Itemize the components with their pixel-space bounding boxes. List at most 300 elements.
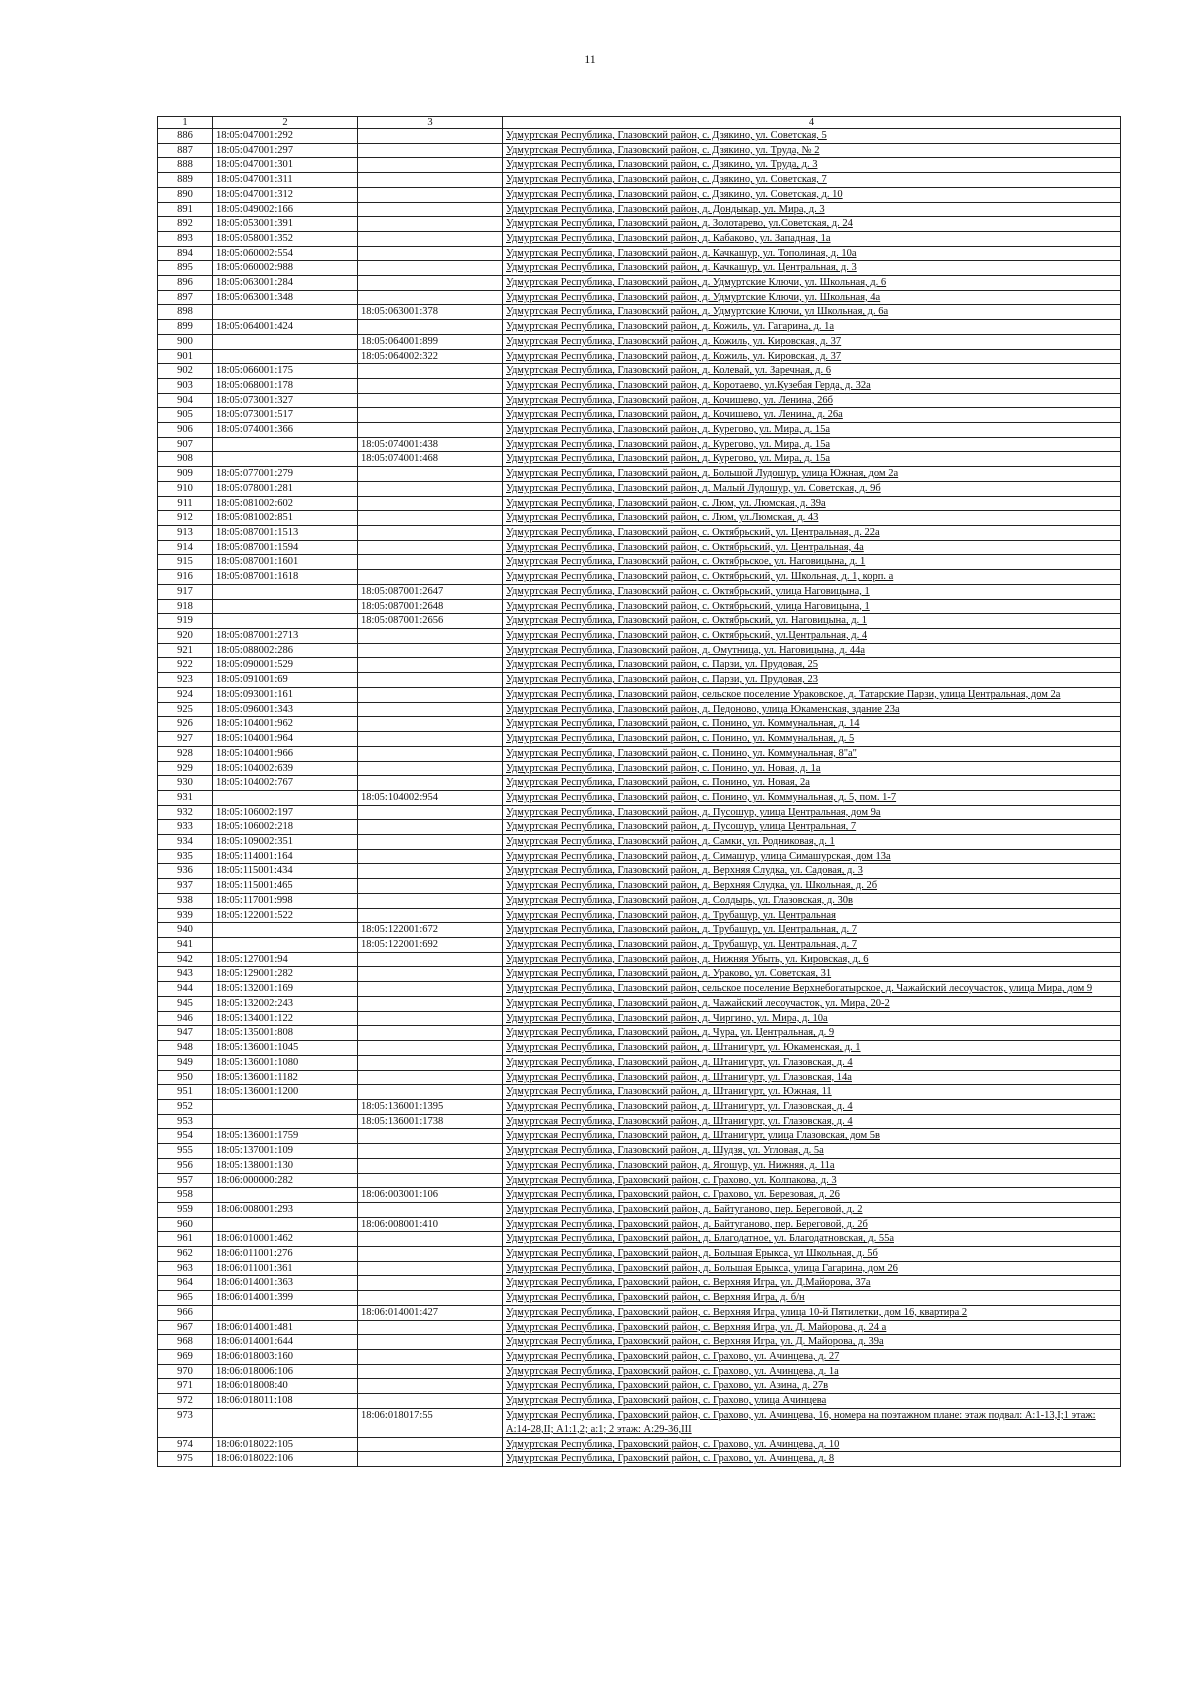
cadastral-number-land: 18:05:078001:281 <box>213 481 358 496</box>
cadastral-number-land <box>213 584 358 599</box>
row-number: 933 <box>158 820 213 835</box>
table-row <box>158 820 1121 835</box>
address: Удмуртская Республика, Граховский район, с. Грахово, ул. Ачинцева, д. 1а <box>503 1364 1121 1379</box>
address: Удмуртская Республика, Граховский район, с. Верхняя Игра, д. б/н <box>503 1291 1121 1306</box>
cadastral-number-building <box>358 173 503 188</box>
row-number: 942 <box>158 952 213 967</box>
header-col-3: 3 <box>358 117 503 129</box>
cadastral-number-land: 18:06:018003:160 <box>213 1349 358 1364</box>
row-number: 956 <box>158 1158 213 1173</box>
table-row <box>158 967 1121 982</box>
cadastral-number-building: 18:05:087001:2656 <box>358 614 503 629</box>
row-number: 900 <box>158 334 213 349</box>
table-row <box>158 334 1121 349</box>
table-row <box>158 893 1121 908</box>
row-number: 950 <box>158 1070 213 1085</box>
table-row <box>158 1173 1121 1188</box>
row-number: 971 <box>158 1379 213 1394</box>
cadastral-number-building <box>358 643 503 658</box>
cadastral-number-building <box>358 893 503 908</box>
address: Удмуртская Республика, Глазовский район, д. Дондыкар, ул. Мира, д. 3 <box>503 202 1121 217</box>
cadastral-number-building <box>358 820 503 835</box>
table-row <box>158 849 1121 864</box>
address: Удмуртская Республика, Глазовский район, д. Малый Лудошур, ул. Советская, д. 9б <box>503 481 1121 496</box>
row-number: 908 <box>158 452 213 467</box>
address: Удмуртская Республика, Глазовский район, д. Трубашур, ул. Центральная, д. 7 <box>503 937 1121 952</box>
cadastral-number-building: 18:05:087001:2647 <box>358 584 503 599</box>
cadastral-number-building <box>358 982 503 997</box>
row-number: 920 <box>158 628 213 643</box>
address: Удмуртская Республика, Глазовский район, с. Дзякино, ул. Советская, 7 <box>503 173 1121 188</box>
table-row <box>158 1100 1121 1115</box>
table-row <box>158 1070 1121 1085</box>
table-row <box>158 937 1121 952</box>
address: Удмуртская Республика, Глазовский район, с. Дзякино, ул. Труда, д. 3 <box>503 158 1121 173</box>
row-number: 973 <box>158 1408 213 1437</box>
address: Удмуртская Республика, Глазовский район, д. Удмуртские Ключи, ул. Школьная, 4а <box>503 290 1121 305</box>
table-row <box>158 776 1121 791</box>
address: Удмуртская Республика, Глазовский район, д. Коротаево, ул.Кузебая Герда, д. 32а <box>503 378 1121 393</box>
address: Удмуртская Республика, Глазовский район, с. Дзякино, ул. Труда, № 2 <box>503 143 1121 158</box>
cadastral-number-building: 18:05:074001:468 <box>358 452 503 467</box>
row-number: 918 <box>158 599 213 614</box>
address: Удмуртская Республика, Глазовский район, с. Октябрьский, улица Наговицына, 1 <box>503 584 1121 599</box>
table-row <box>158 349 1121 364</box>
table-row <box>158 452 1121 467</box>
cadastral-number-building: 18:05:064001:899 <box>358 334 503 349</box>
row-number: 914 <box>158 540 213 555</box>
cadastral-number-building <box>358 864 503 879</box>
address: Удмуртская Республика, Граховский район, с. Грахово, ул. Березовая, д. 26 <box>503 1188 1121 1203</box>
cadastral-number-land: 18:05:090001:529 <box>213 658 358 673</box>
address: Удмуртская Республика, Граховский район, д. Большая Ерыкса, ул Школьная, д. 5б <box>503 1247 1121 1262</box>
cadastral-number-building <box>358 628 503 643</box>
row-number: 898 <box>158 305 213 320</box>
cadastral-number-land: 18:05:136001:1182 <box>213 1070 358 1085</box>
table-row <box>158 158 1121 173</box>
cadastral-number-building <box>358 1379 503 1394</box>
row-number: 975 <box>158 1452 213 1467</box>
row-number: 939 <box>158 908 213 923</box>
row-number: 932 <box>158 805 213 820</box>
address: Удмуртская Республика, Глазовский район, д. Симашур, улица Симашурская, дом 13а <box>503 849 1121 864</box>
cadastral-number-land: 18:05:136001:1080 <box>213 1055 358 1070</box>
cadastral-number-building <box>358 393 503 408</box>
cadastral-number-land: 18:05:063001:284 <box>213 276 358 291</box>
cadastral-number-land: 18:05:115001:434 <box>213 864 358 879</box>
cadastral-number-building: 18:05:122001:692 <box>358 937 503 952</box>
table-row <box>158 1158 1121 1173</box>
address: Удмуртская Республика, Граховский район, с. Верхняя Игра, улица 10-й Пятилетки, дом 16, квартира 2 <box>503 1305 1121 1320</box>
address: Удмуртская Республика, Глазовский район, д. Кожиль, ул. Кировская, д. 37 <box>503 334 1121 349</box>
cadastral-number-land: 18:06:014001:399 <box>213 1291 358 1306</box>
address: Удмуртская Республика, Граховский район, с. Грахово, ул. Колпакова, д. 3 <box>503 1173 1121 1188</box>
address: Удмуртская Республика, Глазовский район, д. Удмуртские Ключи, ул. Школьная, д. 6 <box>503 276 1121 291</box>
row-number: 910 <box>158 481 213 496</box>
table-row <box>158 1217 1121 1232</box>
cadastral-number-land: 18:05:064001:424 <box>213 320 358 335</box>
cadastral-number-land: 18:06:008001:293 <box>213 1202 358 1217</box>
cadastral-number-building <box>358 423 503 438</box>
address: Удмуртская Республика, Граховский район, с. Верхняя Игра, ул. Д. Майорова, д. 24 а <box>503 1320 1121 1335</box>
row-number: 951 <box>158 1085 213 1100</box>
row-number: 969 <box>158 1349 213 1364</box>
row-number: 967 <box>158 1320 213 1335</box>
row-number: 919 <box>158 614 213 629</box>
address: Удмуртская Республика, Глазовский район, д. Кочишево, ул. Ленина, 26б <box>503 393 1121 408</box>
row-number: 913 <box>158 525 213 540</box>
cadastral-number-building <box>358 143 503 158</box>
cadastral-number-land: 18:06:018008:40 <box>213 1379 358 1394</box>
cadastral-number-land: 18:05:106002:218 <box>213 820 358 835</box>
cadastral-number-land: 18:05:087001:1601 <box>213 555 358 570</box>
cadastral-number-building <box>358 746 503 761</box>
cadastral-number-land: 18:05:060002:988 <box>213 261 358 276</box>
address: Удмуртская Республика, Глазовский район, д. Пусошур, улица Центральная, 7 <box>503 820 1121 835</box>
row-number: 905 <box>158 408 213 423</box>
table-row <box>158 805 1121 820</box>
address: Удмуртская Республика, Граховский район, д. Байтуганово, пер. Береговой, д. 2б <box>503 1217 1121 1232</box>
address: Удмуртская Республика, Глазовский район, д. Трубашур, ул. Центральная <box>503 908 1121 923</box>
row-number: 928 <box>158 746 213 761</box>
table-row <box>158 1379 1121 1394</box>
address: Удмуртская Республика, Глазовский район, д. Колевай, ул. Заречная, д. 6 <box>503 364 1121 379</box>
cadastral-number-land: 18:05:114001:164 <box>213 849 358 864</box>
table-row <box>158 1394 1121 1409</box>
row-number: 931 <box>158 790 213 805</box>
cadastral-number-land <box>213 1188 358 1203</box>
address: Удмуртская Республика, Глазовский район, с. Парзи, ул. Прудовая, 25 <box>503 658 1121 673</box>
cadastral-number-land: 18:05:066001:175 <box>213 364 358 379</box>
cadastral-number-building <box>358 320 503 335</box>
cadastral-number-building <box>358 378 503 393</box>
address: Удмуртская Республика, Глазовский район, с. Понино, ул. Новая, 2а <box>503 776 1121 791</box>
address: Удмуртская Республика, Глазовский район, с. Понино, ул. Коммунальная, д. 14 <box>503 717 1121 732</box>
cadastral-number-building: 18:06:003001:106 <box>358 1188 503 1203</box>
row-number: 972 <box>158 1394 213 1409</box>
cadastral-number-land: 18:05:058001:352 <box>213 231 358 246</box>
cadastral-number-land: 18:05:087001:2713 <box>213 628 358 643</box>
cadastral-number-land <box>213 614 358 629</box>
table-row <box>158 555 1121 570</box>
table-row <box>158 1349 1121 1364</box>
table-row <box>158 1114 1121 1129</box>
cadastral-number-land: 18:06:014001:363 <box>213 1276 358 1291</box>
cadastral-number-building <box>358 1247 503 1262</box>
cadastral-number-land: 18:05:087001:1594 <box>213 540 358 555</box>
table-row <box>158 129 1121 144</box>
row-number: 929 <box>158 761 213 776</box>
cadastral-number-land: 18:06:018006:106 <box>213 1364 358 1379</box>
row-number: 953 <box>158 1114 213 1129</box>
cadastral-number-land: 18:05:068001:178 <box>213 378 358 393</box>
address: Удмуртская Республика, Глазовский район, д. Курегово, ул. Мира, д. 15а <box>503 452 1121 467</box>
cadastral-number-land: 18:05:073001:327 <box>213 393 358 408</box>
table-row <box>158 423 1121 438</box>
table-row <box>158 1202 1121 1217</box>
table-row <box>158 261 1121 276</box>
cadastral-number-building <box>358 525 503 540</box>
cadastral-number-building <box>358 158 503 173</box>
address: Удмуртская Республика, Глазовский район, д. Шудзя, ул. Угловая, д. 5а <box>503 1144 1121 1159</box>
row-number: 921 <box>158 643 213 658</box>
address: Удмуртская Республика, Глазовский район, д. Солдырь, ул. Глазовская, д. 30в <box>503 893 1121 908</box>
row-number: 924 <box>158 687 213 702</box>
table-row <box>158 1305 1121 1320</box>
cadastral-number-land: 18:05:047001:297 <box>213 143 358 158</box>
cadastral-number-building <box>358 1158 503 1173</box>
address: Удмуртская Республика, Глазовский район, д. Пусошур, улица Центральная, дом 9а <box>503 805 1121 820</box>
row-number: 964 <box>158 1276 213 1291</box>
cadastral-number-building: 18:05:063001:378 <box>358 305 503 320</box>
table-row <box>158 643 1121 658</box>
table-row <box>158 290 1121 305</box>
cadastral-number-building <box>358 805 503 820</box>
address: Удмуртская Республика, Глазовский район, с. Дзякино, ул. Советская, д. 10 <box>503 187 1121 202</box>
row-number: 957 <box>158 1173 213 1188</box>
cadastral-number-land: 18:06:018022:105 <box>213 1437 358 1452</box>
table-row <box>158 790 1121 805</box>
cadastral-number-building <box>358 952 503 967</box>
table-row <box>158 1011 1121 1026</box>
cadastral-number-land <box>213 937 358 952</box>
cadastral-number-building <box>358 776 503 791</box>
cadastral-number-building <box>358 246 503 261</box>
cadastral-number-land: 18:05:081002:602 <box>213 496 358 511</box>
row-number: 961 <box>158 1232 213 1247</box>
address: Удмуртская Республика, Глазовский район, с. Октябрьский, ул. Центральная, д. 22а <box>503 525 1121 540</box>
cadastral-number-land: 18:05:060002:554 <box>213 246 358 261</box>
cadastral-number-land: 18:05:087001:1513 <box>213 525 358 540</box>
table-row <box>158 364 1121 379</box>
cadastral-number-building: 18:05:074001:438 <box>358 437 503 452</box>
address: Удмуртская Республика, Граховский район, с. Грахово, ул. Ачинцева, д. 10 <box>503 1437 1121 1452</box>
cadastral-number-building <box>358 1144 503 1159</box>
address: Удмуртская Республика, Глазовский район, д. Кочишево, ул. Ленина, д. 26а <box>503 408 1121 423</box>
row-number: 899 <box>158 320 213 335</box>
table-row <box>158 658 1121 673</box>
cadastral-number-building <box>358 364 503 379</box>
address: Удмуртская Республика, Глазовский район, д. Ягошур, ул. Нижняя, д. 11а <box>503 1158 1121 1173</box>
table-row <box>158 1247 1121 1262</box>
cadastral-number-land: 18:05:132002:243 <box>213 997 358 1012</box>
cadastral-number-land <box>213 1100 358 1115</box>
address: Удмуртская Республика, Граховский район, д. Большая Ерыкса, улица Гагарина, дом 26 <box>503 1261 1121 1276</box>
cadastral-number-building: 18:05:122001:672 <box>358 923 503 938</box>
cadastral-number-building <box>358 555 503 570</box>
cadastral-number-land: 18:05:047001:311 <box>213 173 358 188</box>
row-number: 912 <box>158 511 213 526</box>
cadastral-number-land: 18:05:047001:312 <box>213 187 358 202</box>
cadastral-number-building <box>358 496 503 511</box>
table-row <box>158 305 1121 320</box>
cadastral-number-building: 18:05:087001:2648 <box>358 599 503 614</box>
address: Удмуртская Республика, Глазовский район, с. Люм, ул.Люмская, д. 43 <box>503 511 1121 526</box>
cadastral-number-land: 18:06:014001:481 <box>213 1320 358 1335</box>
address: Удмуртская Республика, Глазовский район, с. Люм, ул. Люмская, д. 39а <box>503 496 1121 511</box>
address: Удмуртская Республика, Глазовский район, д. Кожиль, ул. Гагарина, д. 1а <box>503 320 1121 335</box>
address: Удмуртская Республика, Глазовский район, с. Дзякино, ул. Советская, 5 <box>503 129 1121 144</box>
cadastral-number-building <box>358 687 503 702</box>
cadastral-number-land: 18:05:063001:348 <box>213 290 358 305</box>
table-row <box>158 952 1121 967</box>
cadastral-number-land <box>213 452 358 467</box>
table-row <box>158 997 1121 1012</box>
row-number: 886 <box>158 129 213 144</box>
row-number: 896 <box>158 276 213 291</box>
address: Удмуртская Республика, Глазовский район, д. Нижняя Убыть, ул. Кировская, д. 6 <box>503 952 1121 967</box>
cadastral-number-land: 18:06:018022:106 <box>213 1452 358 1467</box>
cadastral-number-land: 18:05:132001:169 <box>213 982 358 997</box>
cadastral-number-building <box>358 1320 503 1335</box>
table-row <box>158 525 1121 540</box>
address: Удмуртская Республика, Глазовский район, д. Качкашур, ул. Тополиная, д. 10а <box>503 246 1121 261</box>
table-row <box>158 835 1121 850</box>
row-number: 923 <box>158 673 213 688</box>
row-number: 954 <box>158 1129 213 1144</box>
cadastral-number-building <box>358 276 503 291</box>
cadastral-number-land: 18:05:106002:197 <box>213 805 358 820</box>
cadastral-number-land <box>213 1114 358 1129</box>
cadastral-number-building <box>358 1011 503 1026</box>
row-number: 974 <box>158 1437 213 1452</box>
cadastral-number-building <box>358 1070 503 1085</box>
address: Удмуртская Республика, Глазовский район, д. Штанигурт, ул. Юкаменская, д. 1 <box>503 1041 1121 1056</box>
row-number: 940 <box>158 923 213 938</box>
cadastral-number-building <box>358 261 503 276</box>
row-number: 922 <box>158 658 213 673</box>
row-number: 916 <box>158 570 213 585</box>
address: Удмуртская Республика, Глазовский район, с. Октябрьский, ул.Центральная, д. 4 <box>503 628 1121 643</box>
row-number: 911 <box>158 496 213 511</box>
table-row <box>158 702 1121 717</box>
table-row <box>158 467 1121 482</box>
cadastral-number-land: 18:06:018011:108 <box>213 1394 358 1409</box>
table-row <box>158 673 1121 688</box>
cadastral-number-land: 18:06:010001:462 <box>213 1232 358 1247</box>
address: Удмуртская Республика, Глазовский район, д. Штанигурт, ул. Глазовская, д. 4 <box>503 1055 1121 1070</box>
row-number: 887 <box>158 143 213 158</box>
cadastral-number-land <box>213 349 358 364</box>
cadastral-number-building <box>358 1276 503 1291</box>
table-row <box>158 1320 1121 1335</box>
address: Удмуртская Республика, Глазовский район, д. Кожиль, ул. Кировская, д. 37 <box>503 349 1121 364</box>
address: Удмуртская Республика, Глазовский район, сельское поселение Верхнебогатырское, д. Чажайский лесоучасток, улица Мира, дом 9 <box>503 982 1121 997</box>
table-row <box>158 540 1121 555</box>
cadastral-number-building: 18:06:018017:55 <box>358 1408 503 1437</box>
cadastral-number-building <box>358 1085 503 1100</box>
row-number: 930 <box>158 776 213 791</box>
cadastral-number-building <box>358 1202 503 1217</box>
cadastral-number-building <box>358 717 503 732</box>
address: Удмуртская Республика, Глазовский район, д. Штанигурт, ул. Южная, 11 <box>503 1085 1121 1100</box>
address: Удмуртская Республика, Глазовский район, с. Октябрьский, улица Наговицына, 1 <box>503 599 1121 614</box>
cadastral-number-land: 18:05:104002:767 <box>213 776 358 791</box>
table-row <box>158 231 1121 246</box>
cadastral-number-building <box>358 967 503 982</box>
cadastral-number-land: 18:05:093001:161 <box>213 687 358 702</box>
cadastral-number-building <box>358 732 503 747</box>
row-number: 949 <box>158 1055 213 1070</box>
cadastral-number-land <box>213 599 358 614</box>
table-row <box>158 1452 1121 1467</box>
table-row <box>158 732 1121 747</box>
cadastral-number-land: 18:05:088002:286 <box>213 643 358 658</box>
row-number: 906 <box>158 423 213 438</box>
address: Удмуртская Республика, Глазовский район, д. Омутница, ул. Наговицына, д. 44а <box>503 643 1121 658</box>
cadastral-number-building <box>358 1232 503 1247</box>
table-row <box>158 408 1121 423</box>
cadastral-number-building <box>358 511 503 526</box>
cadastral-number-building <box>358 187 503 202</box>
cadastral-number-land: 18:05:074001:366 <box>213 423 358 438</box>
row-number: 938 <box>158 893 213 908</box>
table-row <box>158 437 1121 452</box>
cadastral-number-land: 18:05:137001:109 <box>213 1144 358 1159</box>
table-row <box>158 1144 1121 1159</box>
row-number: 927 <box>158 732 213 747</box>
cadastral-number-building <box>358 467 503 482</box>
cadastral-number-land: 18:05:104001:964 <box>213 732 358 747</box>
cadastral-number-building: 18:06:008001:410 <box>358 1217 503 1232</box>
cadastral-number-building <box>358 1394 503 1409</box>
row-number: 889 <box>158 173 213 188</box>
table-row <box>158 746 1121 761</box>
row-number: 903 <box>158 378 213 393</box>
cadastral-number-land <box>213 334 358 349</box>
table-row <box>158 614 1121 629</box>
table-row <box>158 217 1121 232</box>
cadastral-number-building <box>358 835 503 850</box>
header-col-2: 2 <box>213 117 358 129</box>
cadastral-number-land: 18:06:011001:276 <box>213 1247 358 1262</box>
cadastral-number-building <box>358 408 503 423</box>
row-number: 943 <box>158 967 213 982</box>
cadastral-number-building <box>358 1291 503 1306</box>
row-number: 959 <box>158 1202 213 1217</box>
table-row <box>158 481 1121 496</box>
cadastral-number-building <box>358 761 503 776</box>
row-number: 893 <box>158 231 213 246</box>
header-col-4: 4 <box>503 117 1121 129</box>
row-number: 926 <box>158 717 213 732</box>
cadastral-number-land: 18:05:122001:522 <box>213 908 358 923</box>
row-number: 947 <box>158 1026 213 1041</box>
cadastral-number-building <box>358 231 503 246</box>
cadastral-number-building <box>358 1055 503 1070</box>
address: Удмуртская Республика, Глазовский район, с. Октябрьский, ул. Наговицына, д. 1 <box>503 614 1121 629</box>
table-row <box>158 923 1121 938</box>
table-row <box>158 1364 1121 1379</box>
table-row <box>158 173 1121 188</box>
cadastral-number-land: 18:05:077001:279 <box>213 467 358 482</box>
address: Удмуртская Республика, Глазовский район, д. Удмуртские Ключи, ул Школьная, д. 6а <box>503 305 1121 320</box>
address: Удмуртская Республика, Глазовский район, сельское поселение Ураковское, д. Татарские Парзи, улица Центральная, дом 2а <box>503 687 1121 702</box>
table-row <box>158 496 1121 511</box>
address: Удмуртская Республика, Глазовский район, д. Штанигурт, ул. Глазовская, д. 4 <box>503 1114 1121 1129</box>
table-row <box>158 1335 1121 1350</box>
cadastral-number-land: 18:06:011001:361 <box>213 1261 358 1276</box>
address: Удмуртская Республика, Глазовский район, д. Штанигурт, ул. Глазовская, д. 4 <box>503 1100 1121 1115</box>
row-number: 944 <box>158 982 213 997</box>
table-row <box>158 246 1121 261</box>
row-number: 968 <box>158 1335 213 1350</box>
cadastral-number-building <box>358 1452 503 1467</box>
cadastral-number-building <box>358 129 503 144</box>
address: Удмуртская Республика, Глазовский район, с. Понино, ул. Новая, д. 1а <box>503 761 1121 776</box>
address: Удмуртская Республика, Глазовский район, д. Штанигурт, улица Глазовская, дом 5в <box>503 1129 1121 1144</box>
table-row <box>158 1026 1121 1041</box>
